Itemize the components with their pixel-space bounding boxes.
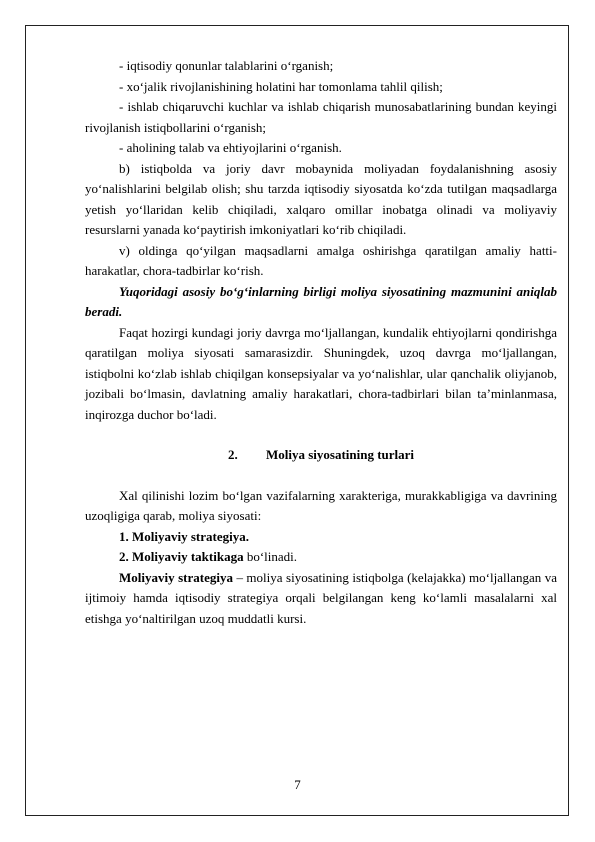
paragraph-main: Faqat hozirgi kundagi joriy davrga mo‘ljallangan, kundalik ehtiyojlarni qondirishga qaratilgan moliya siyosati samarasizdir. Shuningdek, uzoq davrga mo‘ljallangan, istiqbolni ko‘zlab ishlab chiqilgan konsepsiyalar va yo‘nalishlar, ular qanchalik oliyjanob, jozibali bo‘lmasin, davlatning amaliy harakatlari, chora-tadbirlari bilan ta’minlanmasa, inqirozga duchor bo‘ladi.: [85, 324, 557, 422]
list-item: - ishlab chiqaruvchi kuchlar va ishlab chiqarish munosabatlarining bundan keyingi rivojlanish istiqbollarini o‘rganish;: [85, 99, 557, 135]
paragraph-intro: Xal qilinishi lozim bo‘lgan vazifalarning xarakteriga, murakkabligiga va davrining uzoqligiga qarab, moliya siyosati:: [85, 487, 557, 523]
section-title: Moliya siyosatining turlari: [265, 447, 415, 462]
paragraph-b: b) istiqbolda va joriy davr mobaynida moliyadan foydalanishning asosiy yo‘nalishlarini belgilab olish; shu tarzda iqtisodiy siyosatda ko‘zda tutilgan maqsadlarga yetish yo‘llaridan kelib chiqiladi, xalqaro omillar inobatga olinadi va moliyaviy resurslarni yanada ko‘paytirish imkoniyatlari ko‘rib chiqiladi.: [85, 160, 557, 237]
list-item: - aholining talab va ehtiyojlarini o‘rganish.: [119, 140, 342, 155]
paragraph-v: v) oldinga qo‘yilgan maqsadlarni amalga oshirishga qaratilgan amaliy hatti-harakatlar, chora-tadbirlar ko‘rish.: [85, 242, 557, 278]
section-number: 2.: [227, 447, 238, 462]
section-heading: [85, 445, 557, 466]
list-item: - xo‘jalik rivojlanishining holatini har tomonlama tahlil qilish;: [119, 78, 443, 94]
page-number: 7: [294, 777, 301, 792]
document-body: [85, 56, 557, 629]
emphasis-paragraph: Yuqoridagi asosiy bo‘g‘inlarning birligi moliya siyosatining mazmunini aniqlab beradi.: [85, 283, 557, 319]
list-item-tactics-label: 2. Moliyaviy taktikaga: [119, 549, 244, 564]
list-item-tactics: [85, 547, 557, 568]
definition-paragraph: [85, 568, 557, 630]
definition-text: – moliya siyosatining istiqbolga (kelajakka) mo‘ljallangan va ijtimoiy hamda iqtisodiy strategiya orqali belgilangan keng ko‘lamli masalalarni xal etishga yo‘naltirilgan uzoq muddatli kursi.: [85, 569, 557, 626]
definition-term: Moliyaviy strategiya: [119, 569, 233, 585]
list-item-strategy: 1. Moliyaviy strategiya.: [119, 528, 249, 544]
list-item: - iqtisodiy qonunlar talablarini o‘rganish;: [119, 58, 334, 73]
list-item-tactics-suffix: bo‘linadi.: [243, 549, 298, 564]
